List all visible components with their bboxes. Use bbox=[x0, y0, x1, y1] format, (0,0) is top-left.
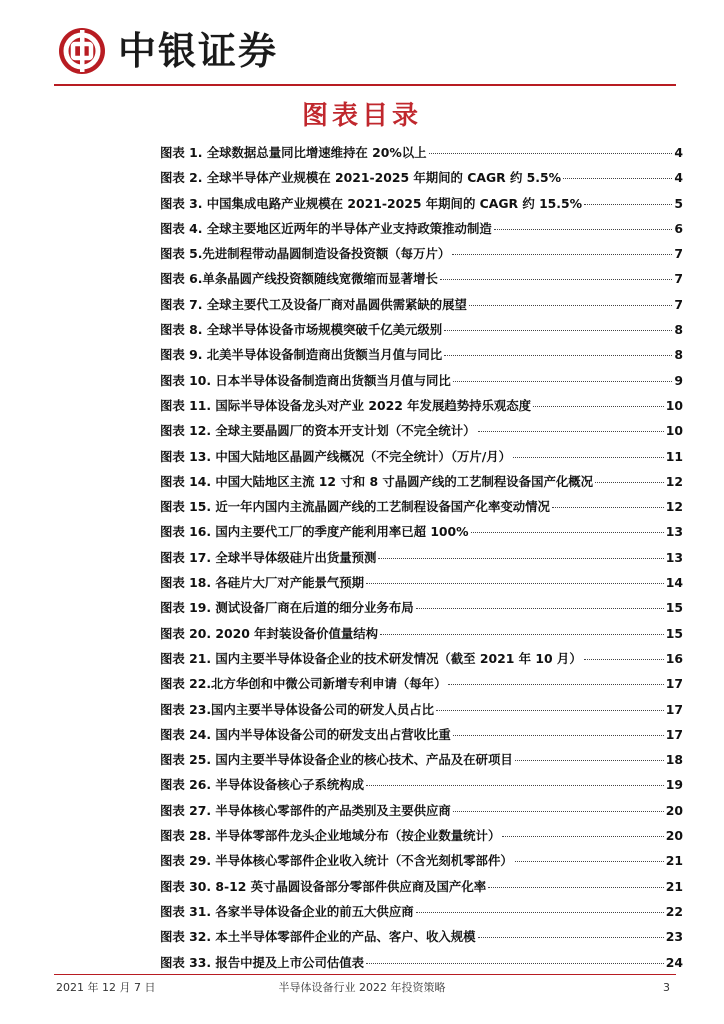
header-divider bbox=[54, 84, 676, 86]
toc-item-title: 图表 10. 日本半导体设备制造商出货额当月值与同比 bbox=[160, 372, 451, 388]
toc-item-page: 8 bbox=[674, 347, 683, 363]
brand-name: 中银证券 bbox=[118, 28, 279, 73]
toc-item-title: 图表 2. 全球半导体产业规模在 2021-2025 年期间的 CAGR 约 5.5% bbox=[160, 170, 562, 186]
toc-dot-leader bbox=[453, 381, 673, 382]
toc-item-title: 图表 33. 报告中提及上市公司估值表 bbox=[160, 954, 365, 970]
footer-date: 2021 年 12 月 7 日 bbox=[56, 981, 156, 994]
toc-item[interactable] bbox=[160, 244, 683, 269]
toc-item-page: 17 bbox=[665, 701, 683, 717]
toc-item-page: 14 bbox=[665, 575, 683, 591]
toc-dot-leader bbox=[366, 583, 664, 584]
toc-item-page: 21 bbox=[665, 853, 683, 869]
toc-item[interactable] bbox=[160, 219, 683, 244]
toc-dot-leader bbox=[453, 735, 664, 736]
toc-item[interactable] bbox=[160, 674, 683, 699]
footer-report-title: 半导体设备行业 2022 年投资策略 bbox=[278, 981, 446, 994]
toc-item[interactable] bbox=[160, 371, 683, 396]
toc-item[interactable] bbox=[160, 877, 683, 902]
toc-item-title: 图表 29. 半导体核心零部件企业收入统计（不含光刻机零部件） bbox=[160, 853, 513, 869]
toc-item[interactable] bbox=[160, 421, 683, 446]
toc-item-title: 图表 1. 全球数据总量同比增速维持在 20%以上 bbox=[160, 145, 427, 160]
toc-item-page: 17 bbox=[665, 726, 683, 742]
toc-item-title: 图表 18. 各硅片大厂对产能景气预期 bbox=[160, 575, 365, 591]
toc-dot-leader bbox=[488, 887, 664, 888]
toc-item[interactable] bbox=[160, 851, 683, 876]
toc-dot-leader bbox=[444, 330, 672, 331]
toc-dot-leader bbox=[471, 532, 664, 533]
toc-item-page: 7 bbox=[674, 246, 683, 262]
toc-item-title: 图表 21. 国内主要半导体设备企业的技术研发情况（截至 2021 年 10 月） bbox=[160, 650, 582, 666]
toc-dot-leader bbox=[494, 229, 673, 230]
toc-dot-leader bbox=[515, 760, 664, 761]
toc-item[interactable] bbox=[160, 927, 683, 952]
toc-item-title: 图表 3. 中国集成电路产业规模在 2021-2025 年期间的 CAGR 约 15.5% bbox=[160, 195, 583, 211]
toc-item[interactable] bbox=[160, 472, 683, 497]
toc-dot-leader bbox=[515, 861, 664, 862]
toc-dot-leader bbox=[552, 507, 664, 508]
toc-item[interactable] bbox=[160, 269, 683, 294]
toc-item-title: 图表 22.北方华创和中微公司新增专利申请（每年） bbox=[160, 676, 447, 692]
toc-item[interactable] bbox=[160, 750, 683, 775]
toc-title: 图表目录 bbox=[301, 101, 422, 131]
toc-item[interactable] bbox=[160, 497, 683, 522]
toc-item-page: 4 bbox=[674, 145, 683, 160]
toc-item-title: 图表 32. 本土半导体零部件企业的产品、客户、收入规模 bbox=[160, 929, 476, 945]
toc-item-page: 5 bbox=[674, 195, 683, 211]
toc-item-title: 图表 20. 2020 年封装设备价值量结构 bbox=[160, 625, 379, 641]
toc-dot-leader bbox=[478, 431, 664, 432]
toc-item-title: 图表 27. 半导体核心零部件的产品类别及主要供应商 bbox=[160, 802, 451, 818]
toc-item[interactable] bbox=[160, 826, 683, 851]
toc-dot-leader bbox=[366, 963, 664, 964]
toc-item-page: 13 bbox=[665, 549, 683, 565]
toc-item[interactable] bbox=[160, 295, 683, 320]
toc-item[interactable] bbox=[160, 522, 683, 547]
toc-item-title: 图表 23.国内主要半导体设备公司的研发人员占比 bbox=[160, 701, 435, 717]
toc-item-page: 15 bbox=[665, 625, 683, 641]
toc-item-page: 22 bbox=[665, 903, 683, 919]
toc-item[interactable] bbox=[160, 320, 683, 345]
toc-item-page: 21 bbox=[665, 878, 683, 894]
toc-dot-leader bbox=[436, 710, 664, 711]
toc-dot-leader bbox=[444, 355, 672, 356]
toc-item[interactable] bbox=[160, 801, 683, 826]
toc-dot-leader bbox=[416, 608, 664, 609]
toc-item-title: 图表 9. 北美半导体设备制造商出货额当月值与同比 bbox=[160, 347, 443, 363]
toc-item-title: 图表 6.单条晶圆产线投资额随线宽微缩而显著增长 bbox=[160, 271, 438, 287]
toc-dot-leader bbox=[469, 305, 672, 306]
toc-item[interactable] bbox=[160, 649, 683, 674]
toc-item-title: 图表 8. 全球半导体设备市场规模突破千亿美元级别 bbox=[160, 322, 443, 338]
toc-item-page: 17 bbox=[665, 676, 683, 692]
toc-item[interactable] bbox=[160, 624, 683, 649]
toc-item-page: 20 bbox=[665, 828, 683, 844]
toc-item-page: 8 bbox=[674, 322, 683, 338]
toc-item[interactable] bbox=[160, 775, 683, 800]
toc-item-page: 15 bbox=[665, 600, 683, 616]
toc-dot-leader bbox=[502, 836, 663, 837]
toc-item-title: 图表 15. 近一年内国内主流晶圆产线的工艺制程设备国产化率变动情况 bbox=[160, 499, 550, 515]
toc-dot-leader bbox=[533, 406, 664, 407]
toc-dot-leader bbox=[429, 153, 673, 154]
toc-item-page: 10 bbox=[665, 423, 683, 439]
toc-dot-leader bbox=[453, 811, 664, 812]
toc-item-title: 图表 7. 全球主要代工及设备厂商对晶圆供需紧缺的展望 bbox=[160, 296, 467, 312]
toc-item[interactable] bbox=[160, 143, 683, 168]
toc-dot-leader bbox=[584, 659, 664, 660]
toc-dot-leader bbox=[440, 279, 673, 280]
toc-item-title: 图表 17. 全球半导体级硅片出货量预测 bbox=[160, 549, 377, 565]
toc-item-page: 10 bbox=[665, 397, 683, 413]
page-header bbox=[56, 24, 676, 84]
toc-item-page: 4 bbox=[674, 170, 683, 186]
toc-item[interactable] bbox=[160, 573, 683, 598]
toc-item[interactable] bbox=[160, 396, 683, 421]
toc-dot-leader bbox=[378, 558, 663, 559]
toc-dot-leader bbox=[478, 937, 664, 938]
toc-item-title: 图表 13. 中国大陆地区晶圆产线概况（不完全统计）（万片/月） bbox=[160, 448, 512, 464]
bank-of-china-logo-icon bbox=[59, 28, 105, 74]
toc-item-title: 图表 11. 国际半导体设备龙头对产业 2022 年发展趋势持乐观态度 bbox=[160, 397, 532, 413]
toc-item[interactable] bbox=[160, 725, 683, 750]
toc-item-title: 图表 31. 各家半导体设备企业的前五大供应商 bbox=[160, 903, 414, 919]
toc-item-title: 图表 28. 半导体零部件龙头企业地域分布（按企业数量统计） bbox=[160, 828, 501, 844]
toc-item[interactable] bbox=[160, 447, 683, 472]
toc-item-page: 7 bbox=[674, 271, 683, 287]
toc-dot-leader bbox=[513, 457, 664, 458]
toc-item[interactable] bbox=[160, 548, 683, 573]
toc-item-title: 图表 26. 半导体设备核心子系统构成 bbox=[160, 777, 365, 793]
toc-dot-leader bbox=[380, 634, 664, 635]
toc-item-title: 图表 25. 国内主要半导体设备企业的核心技术、产品及在研项目 bbox=[160, 752, 513, 768]
footer-divider bbox=[54, 974, 676, 975]
toc-dot-leader bbox=[563, 178, 672, 179]
toc-list bbox=[160, 143, 683, 978]
toc-item-page: 23 bbox=[665, 929, 683, 945]
toc-item[interactable] bbox=[160, 700, 683, 725]
toc-item-page: 6 bbox=[674, 220, 683, 236]
toc-item-page: 12 bbox=[665, 473, 683, 489]
toc-dot-leader bbox=[452, 254, 672, 255]
toc-dot-leader bbox=[416, 912, 664, 913]
toc-item[interactable] bbox=[160, 598, 683, 623]
footer-page-number: 3 bbox=[663, 981, 670, 994]
toc-item-page: 16 bbox=[665, 650, 683, 666]
toc-item-title: 图表 12. 全球主要晶圆厂的资本开支计划（不完全统计） bbox=[160, 423, 476, 439]
toc-item[interactable] bbox=[160, 345, 683, 370]
toc-item-page: 20 bbox=[665, 802, 683, 818]
toc-item-page: 24 bbox=[665, 954, 683, 970]
toc-item-title: 图表 24. 国内半导体设备公司的研发支出占营收比重 bbox=[160, 726, 451, 742]
toc-item-page: 19 bbox=[665, 777, 683, 793]
toc-item-title: 图表 19. 测试设备厂商在后道的细分业务布局 bbox=[160, 600, 414, 616]
toc-item-title: 图表 30. 8-12 英寸晶圆设备部分零部件供应商及国产化率 bbox=[160, 878, 487, 894]
toc-item-page: 11 bbox=[665, 448, 683, 464]
toc-item-title: 图表 4. 全球主要地区近两年的半导体产业支持政策推动制造 bbox=[160, 220, 492, 236]
toc-dot-leader bbox=[584, 204, 672, 205]
toc-item-page: 9 bbox=[674, 372, 683, 388]
toc-dot-leader bbox=[366, 785, 664, 786]
toc-item-title: 图表 16. 国内主要代工厂的季度产能利用率已超 100% bbox=[160, 524, 469, 540]
toc-item-title: 图表 5.先进制程带动晶圆制造设备投资额（每万片） bbox=[160, 246, 451, 262]
toc-item-page: 12 bbox=[665, 499, 683, 515]
toc-dot-leader bbox=[448, 684, 663, 685]
toc-item-page: 13 bbox=[665, 524, 683, 540]
toc-item[interactable] bbox=[160, 902, 683, 927]
toc-item[interactable] bbox=[160, 194, 683, 219]
toc-dot-leader bbox=[595, 482, 664, 483]
toc-item[interactable] bbox=[160, 168, 683, 193]
toc-item-title: 图表 14. 中国大陆地区主流 12 寸和 8 寸晶圆产线的工艺制程设备国产化概况 bbox=[160, 473, 594, 489]
toc-item-page: 18 bbox=[665, 752, 683, 768]
toc-item-page: 7 bbox=[674, 296, 683, 312]
